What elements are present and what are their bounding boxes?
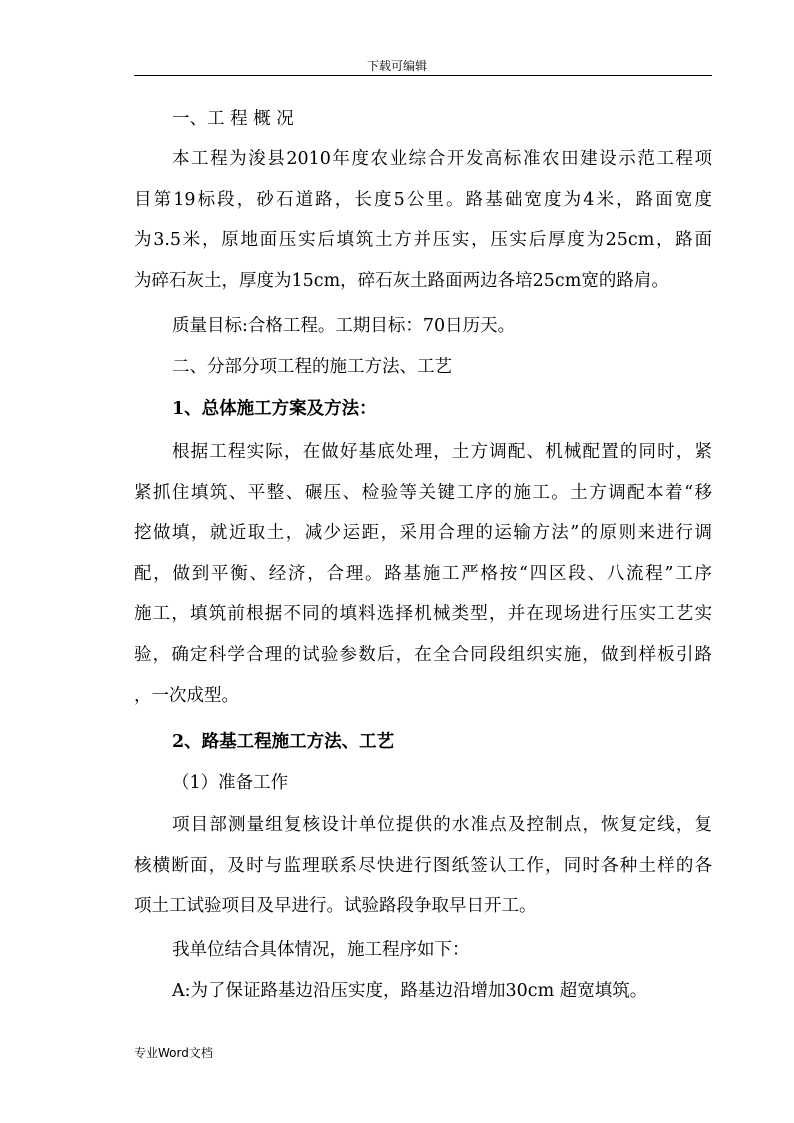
header-divider xyxy=(134,75,712,76)
paragraph-line: 根据工程实际，在做好基底处理，土方调配、机械配置的同时，紧 xyxy=(172,442,712,462)
page-footer: 专业Word文档 xyxy=(134,1046,213,1060)
paragraph-quality-target: 质量目标:合格工程。工期目标：70日历天。 xyxy=(172,316,516,336)
paragraph-procedure-intro: 我单位结合具体情况，施工程序如下： xyxy=(172,940,470,960)
paragraph-line: 施工，填筑前根据不同的填料选择机械类型，并在现场进行压实工艺实 xyxy=(134,604,712,624)
paragraph-line: 项目部测量组复核设计单位提供的水准点及控制点，恢复定线，复 xyxy=(172,815,712,835)
paragraph-line: 为3.5米，原地面压实后填筑土方并压实，压实后厚度为25cm，路面 xyxy=(134,230,712,250)
paragraph-procedure-a: A:为了保证路基边沿压实度，路基边沿增加30cm 超宽填筑。 xyxy=(172,981,648,1001)
paragraph-line: 紧抓住填筑、平整、碾压、检验等关键工序的施工。土方调配本着“移 xyxy=(134,483,712,503)
paragraph-line: 配，做到平衡、经济，合理。路基施工严格按“四区段、八流程”工序 xyxy=(134,564,712,584)
subsection-title-preparation: （1）准备工作 xyxy=(172,773,289,793)
paragraph-line: 本工程为浚县2010年度农业综合开发高标准农田建设示范工程项 xyxy=(172,149,712,169)
paragraph-line: 验，确定科学合理的试验参数后，在全合同段组织实施，做到样板引路 xyxy=(134,645,712,665)
section-title-overview: 一、工 程 概 况 xyxy=(172,109,294,129)
paragraph-line: 挖做填，就近取土，减少运距，采用合理的运输方法”的原则来进行调 xyxy=(134,523,712,543)
paragraph-line: 项土工试验项目及早进行。试验路段争取早日开工。 xyxy=(134,896,537,916)
subsection-title-overall: 1、总体施工方案及方法： xyxy=(172,399,377,419)
subsection-title-roadbed: 2、路基工程施工方法、工艺 xyxy=(172,732,395,752)
paragraph-line: ，一次成型。 xyxy=(134,686,239,706)
section-title-methods: 二、分部分项工程的施工方法、工艺 xyxy=(172,357,452,377)
paragraph-line: 目第19标段，砂石道路，长度5公里。路基础宽度为4米，路面宽度 xyxy=(134,190,712,210)
paragraph-line: 核横断面，及时与监理联系尽快进行图纸签认工作，同时各种土样的各 xyxy=(134,856,712,876)
paragraph-line: 为碎石灰土，厚度为15cm，碎石灰土路面两边各培25cm宽的路肩。 xyxy=(134,271,669,291)
page-header: 下载可编辑 xyxy=(366,59,427,73)
